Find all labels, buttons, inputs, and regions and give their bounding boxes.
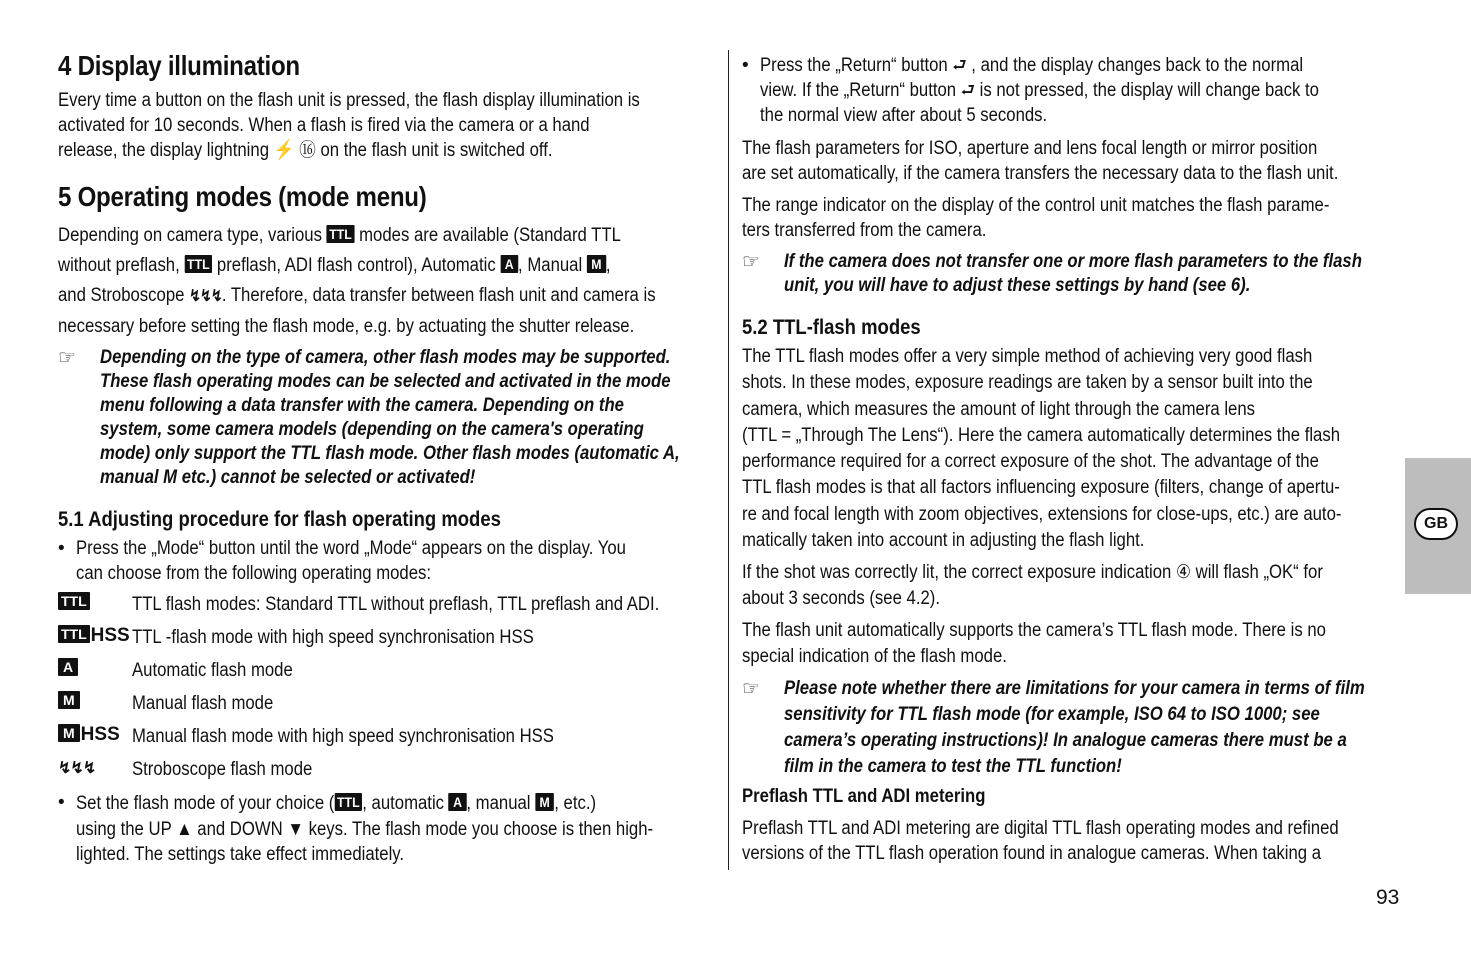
paragraph-correctly-lit: If the shot was correctly lit, the correct exposure indication ④ will flash „OK“ for about 3 seconds (see 4.2).	[742, 562, 1323, 610]
ttl-icon: TTL	[58, 592, 90, 610]
paragraph-modes: Depending on camera type, various TTL modes are available (Standard TTL without preflash, TTL preflash, ADI flash control), Automatic A , Manual M , and Stroboscope ↯↯↯. Therefore, data transfer between flash unit and camera is necessary before setting the flash mode, e.g. by actuating the shutter release.	[58, 225, 656, 337]
ttl-icon: TTL	[327, 225, 355, 243]
automatic-a-icon: A	[58, 658, 78, 676]
stroboscope-icon: ↯↯↯	[58, 760, 96, 777]
mode-row-automatic: A Automatic flash mode	[58, 658, 720, 691]
heading-display-illumination: 4 Display illumination	[58, 50, 300, 81]
bullet-press-mode: • Press the „Mode“ button until the word „Mode“ appears on the display. You can choose from the following operating modes:	[58, 536, 720, 586]
right-column	[742, 50, 1398, 866]
left-column	[58, 50, 720, 867]
mode-row-ttl: TTL TTL flash modes: Standard TTL without preflash, TTL preflash and ADI.	[58, 592, 720, 625]
automatic-a-icon: A	[500, 255, 518, 273]
manual-m-icon: M	[535, 793, 554, 811]
heading-ttl-flash-modes: 5.2 TTL-flash modes	[742, 316, 921, 339]
manual-m-icon: M	[58, 691, 80, 709]
hss-label: HSS	[90, 625, 130, 646]
ttl-icon: TTL	[334, 793, 362, 811]
note-manual-adjust: ☞ If the camera does not transfer one or more flash parameters to the flash unit, you will have to adjust these settings by hand (see 6).	[742, 251, 1362, 296]
mode-list	[58, 592, 720, 790]
column-divider	[728, 50, 729, 870]
heading-adjusting-procedure: 5.1 Adjusting procedure for flash operating modes	[58, 508, 501, 531]
language-tab	[1405, 458, 1471, 594]
paragraph-ttl: The TTL flash modes offer a very simple method of achieving very good flash shots. In these modes, exposure readings are taken by a sensor built into the camera, which measures the amount of light through the camera lens (TTL = „Through The Lens“). Here the camera automatically determines the flash performance required for a correct exposure of the shot. The advantage of the TTL flash modes is that all factors influencing exposure (filters, change of apertu- re and focal length with zoom objectives, extensions for close-ups, etc.) are auto- matically taken into account in adjusting the flash light.	[742, 346, 1342, 552]
ttl-icon: TTL	[184, 255, 212, 273]
pointing-hand-icon: ☞	[742, 678, 760, 701]
paragraph-range-indicator: The range indicator on the display of the control unit matches the flash parame- ters transferred from the camera.	[742, 195, 1330, 241]
note-film-sensitivity: ☞ Please note whether there are limitations for your camera in terms of film sensitivity for TTL flash mode (for example, ISO 64 to ISO 1000; see camera’s operating instructions)! In analogue cameras there must be a film in the camera to test the TTL function!	[742, 678, 1365, 778]
bullet-return: • Press the „Return“ button ⮐ , and the display changes back to the normal view. If the „Return“ button ⮐ is not pressed, the display will change back to the normal view after about 5 seconds.	[742, 53, 1398, 128]
manual-m-icon: M	[587, 255, 606, 273]
return-icon: ⮐	[952, 55, 967, 75]
paragraph-display: Every time a button on the flash unit is pressed, the flash display illumination is activated for 10 seconds. When a flash is fired via the camera or a hand release, the display lightning ⚡ ⑯ on the flash unit is switched off.	[58, 90, 640, 161]
gb-language-badge: GB	[1414, 508, 1458, 540]
heading-preflash: Preflash TTL and ADI metering	[742, 786, 986, 808]
hss-label: HSS	[80, 724, 120, 745]
note-other-modes: ☞ Depending on the type of camera, other flash modes may be supported. These flash operating modes can be selected and activated in the mode menu following a data transfer with the camera. Depending on the system, some camera models (depending on the camera's operating mode) only support the TTL flash mode. Other flash modes (automatic A, manual M etc.) cannot be selected or activated!	[58, 347, 680, 488]
pointing-hand-icon: ☞	[58, 347, 76, 369]
mode-row-ttl-hss: TTL HSS TTL -flash mode with high speed synchronisation HSS	[58, 625, 720, 658]
stroboscope-icon: ↯↯↯	[189, 288, 222, 305]
ttl-icon: TTL	[58, 625, 90, 643]
mode-row-manual: M Manual flash mode	[58, 691, 720, 724]
manual-m-icon: M	[58, 724, 80, 742]
return-icon: ⮐	[960, 80, 976, 100]
paragraph-flash-parameters: The flash parameters for ISO, aperture and lens focal length or mirror position are set automatically, if the camera transfers the necessary data to the flash unit.	[742, 138, 1339, 184]
paragraph-support: The flash unit automatically supports the camera’s TTL flash mode. There is no special indication of the flash mode.	[742, 620, 1326, 668]
automatic-a-icon: A	[449, 793, 467, 811]
page-number: 93	[1376, 886, 1400, 909]
paragraph-preflash: Preflash TTL and ADI metering are digital TTL flash operating modes and refined versions of the TTL flash operation found in analogue cameras. When taking a	[742, 818, 1339, 865]
bullet-set-mode: • Set the flash mode of your choice ( TTL , automatic A , manual M , etc.) using the UP ▲ and DOWN ▼ keys. The flash mode you choose is then high- lighted. The settings take effect immediately.	[58, 790, 720, 867]
heading-operating-modes: 5 Operating modes (mode menu)	[58, 181, 427, 212]
pointing-hand-icon: ☞	[742, 251, 760, 273]
mode-row-stroboscope: ↯↯↯ Stroboscope flash mode	[58, 759, 313, 780]
mode-row-manual-hss: M HSS Manual flash mode with high speed synchronisation HSS	[58, 724, 720, 757]
